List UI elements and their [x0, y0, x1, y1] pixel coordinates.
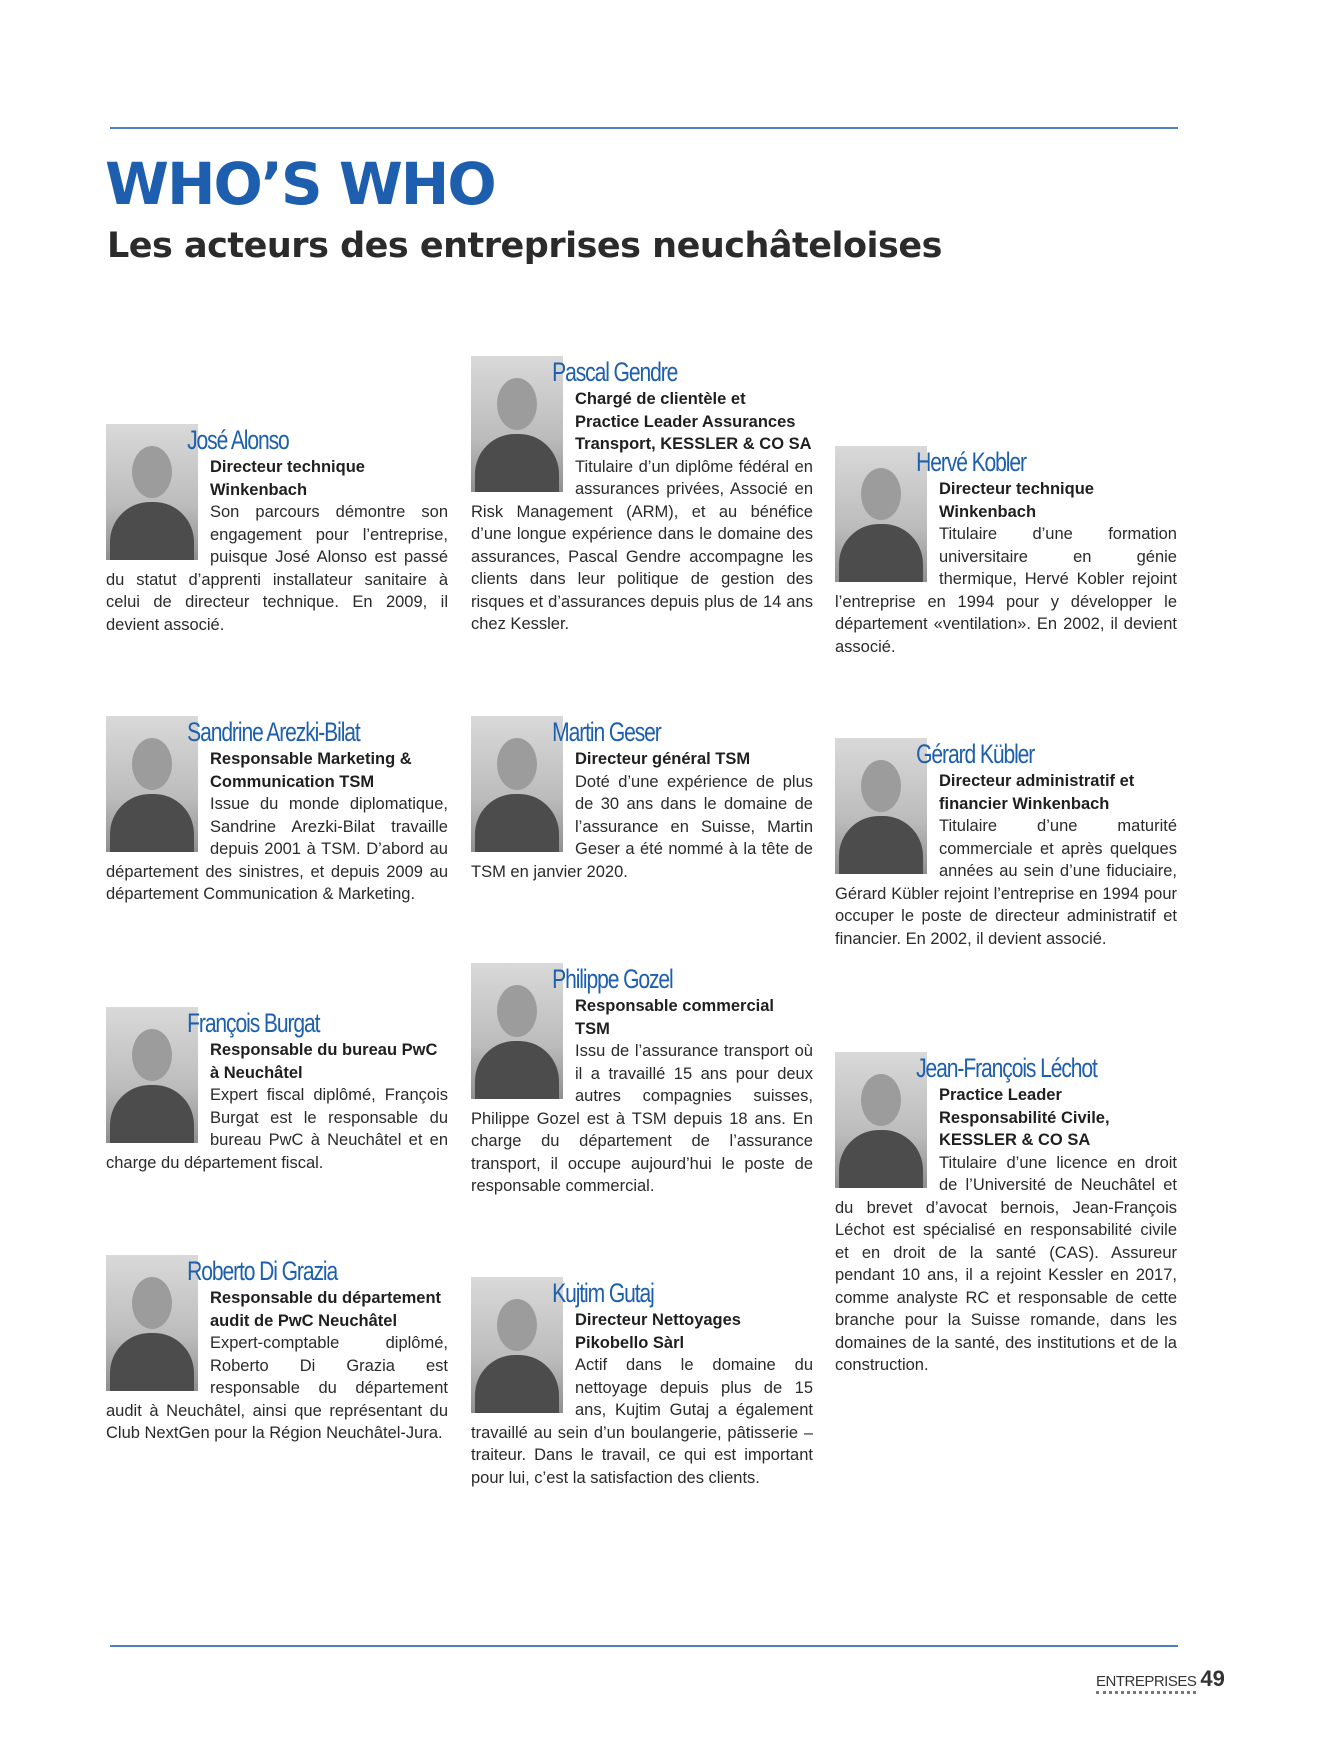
person-role: Directeur technique Winkenbach	[939, 480, 1094, 521]
person-name: Jean-François Léchot	[916, 1053, 1097, 1083]
profile-martin-geser	[471, 716, 813, 883]
profile-kujtim-gutaj	[471, 1277, 813, 1489]
person-name: Pascal Gendre	[552, 357, 678, 387]
person-bio: Expert fiscal diplômé, François Burgat est le responsable du bureau PwC à Neuchâtel et en charge du département fiscal.	[106, 1086, 448, 1172]
page-footer	[1096, 1666, 1225, 1694]
person-bio: Actif dans le domaine du nettoyage depuis plus de 15 ans, Kujtim Gutaj a également travaillé au sein d’un boulangerie, pâtisserie – traiteur. Dans le travail, ce qui est important pour lui, c’est la satisfaction des clients.	[471, 1356, 813, 1487]
top-divider	[110, 127, 1178, 129]
profile-gerard-kubler	[835, 738, 1177, 950]
person-role: Directeur technique Winkenbach	[210, 458, 365, 499]
person-name: François Burgat	[187, 1008, 320, 1038]
person-name: Sandrine Arezki-Bilat	[187, 717, 360, 747]
person-bio: Doté d’une expérience de plus de 30 ans dans le domaine de l’assurance en Suisse, Martin Geser a été nommé à la tête de TSM en janvier 2020.	[471, 772, 813, 881]
person-role: Practice Leader Responsabilité Civile, KESSLER & CO SA	[939, 1086, 1110, 1149]
profile-pascal-gendre	[471, 356, 813, 636]
profile-herve-kobler	[835, 446, 1177, 658]
page-subtitle: Les acteurs des entreprises neuchâteloises	[107, 226, 942, 266]
person-role: Responsable commercial TSM	[575, 997, 774, 1038]
person-name: Martin Geser	[552, 717, 661, 747]
person-name: Kujtim Gutaj	[552, 1278, 654, 1308]
person-bio: Titulaire d’un diplôme fédéral en assurances privées, Associé en Risk Management (ARM), et au bénéfice d’une longue expérience dans le domaine des assurances, Pascal Gendre accompagne les clients dans leur politique de gestion des risques et d’assurances depuis plus de 14 ans chez Kessler.	[471, 457, 813, 633]
person-bio: Titulaire d’une formation universitaire en génie thermique, Hervé Kobler rejoint l’entreprise en 1994 pour y développer le département «ventilation». En 2002, il devient associé.	[835, 525, 1177, 656]
person-bio: Son parcours démontre son engagement pour l’entreprise, puisque José Alonso est passé du statut d’apprenti installateur sanitaire à celui de directeur technique. En 2009, il devient associé.	[106, 503, 448, 634]
person-bio: Issu de l’assurance transport où il a travaillé 15 ans pour deux autres compagnies suisses, Philippe Gozel est à TSM depuis 18 ans. En charge du département de l’assurance transport, il occupe aujourd’hui le poste de responsable commercial.	[471, 1042, 813, 1195]
person-name: Roberto Di Grazia	[187, 1256, 338, 1286]
person-bio: Titulaire d’une licence en droit de l’Université de Neuchâtel et du brevet d’avocat bernois, Jean-François Léchot est spécialisé en responsabilité civile et en droit de la santé (CAS). Assureur pendant 10 ans, il a rejoint Kessler en 2017, comme analyste RC et responsable de cette branche pour la Suisse romande, dans les domaines de la santé, des institutions et de la construction.	[835, 1153, 1177, 1374]
person-name: José Alonso	[187, 425, 289, 455]
person-bio: Titulaire d’une maturité commerciale et après quelques années au sein d’une fiduciaire, Gérard Kübler rejoint l’entreprise en 1994 pour occuper le poste de directeur administratif et financier. En 2002, il devient associé.	[835, 817, 1177, 948]
person-name: Gérard Kübler	[916, 739, 1035, 769]
person-role: Responsable du bureau PwC à Neuchâtel	[210, 1041, 438, 1082]
profile-philippe-gozel	[471, 963, 813, 1198]
profile-sandrine-arezki-bilat	[106, 716, 448, 906]
person-role: Directeur administratif et financier Winkenbach	[939, 772, 1135, 813]
profile-roberto-di-grazia	[106, 1255, 448, 1445]
person-name: Philippe Gozel	[552, 964, 673, 994]
person-role: Directeur général TSM	[575, 750, 751, 768]
person-bio: Issue du monde diplomatique, Sandrine Arezki-Bilat travaille depuis 2001 à TSM. D’abord au département des sinistres, et depuis 2009 au département Communication & Marketing.	[106, 795, 448, 903]
person-name: Hervé Kobler	[916, 447, 1026, 477]
person-role: Responsable Marketing & Communication TSM	[210, 750, 412, 791]
person-role: Responsable du département audit de PwC Neuchâtel	[210, 1289, 442, 1330]
person-bio: Expert-comptable diplômé, Roberto Di Grazia est responsable du département audit à Neuchâtel, ainsi que représentant du Club NextGen pour la Région Neuchâtel-Jura.	[106, 1334, 448, 1442]
person-role: Chargé de clientèle et Practice Leader Assurances Transport, KESSLER & CO SA	[575, 390, 812, 453]
profile-francois-burgat	[106, 1007, 448, 1174]
person-role: Directeur Nettoyages Pikobello Sàrl	[575, 1311, 741, 1352]
profile-jose-alonso	[106, 424, 448, 636]
profile-jean-francois-lechot	[835, 1052, 1177, 1377]
bottom-divider	[110, 1645, 1178, 1647]
page-number: 49	[1200, 1666, 1225, 1691]
page-title: WHO’S WHO	[105, 150, 495, 218]
magazine-name: ENTREPRISES	[1096, 1673, 1196, 1694]
